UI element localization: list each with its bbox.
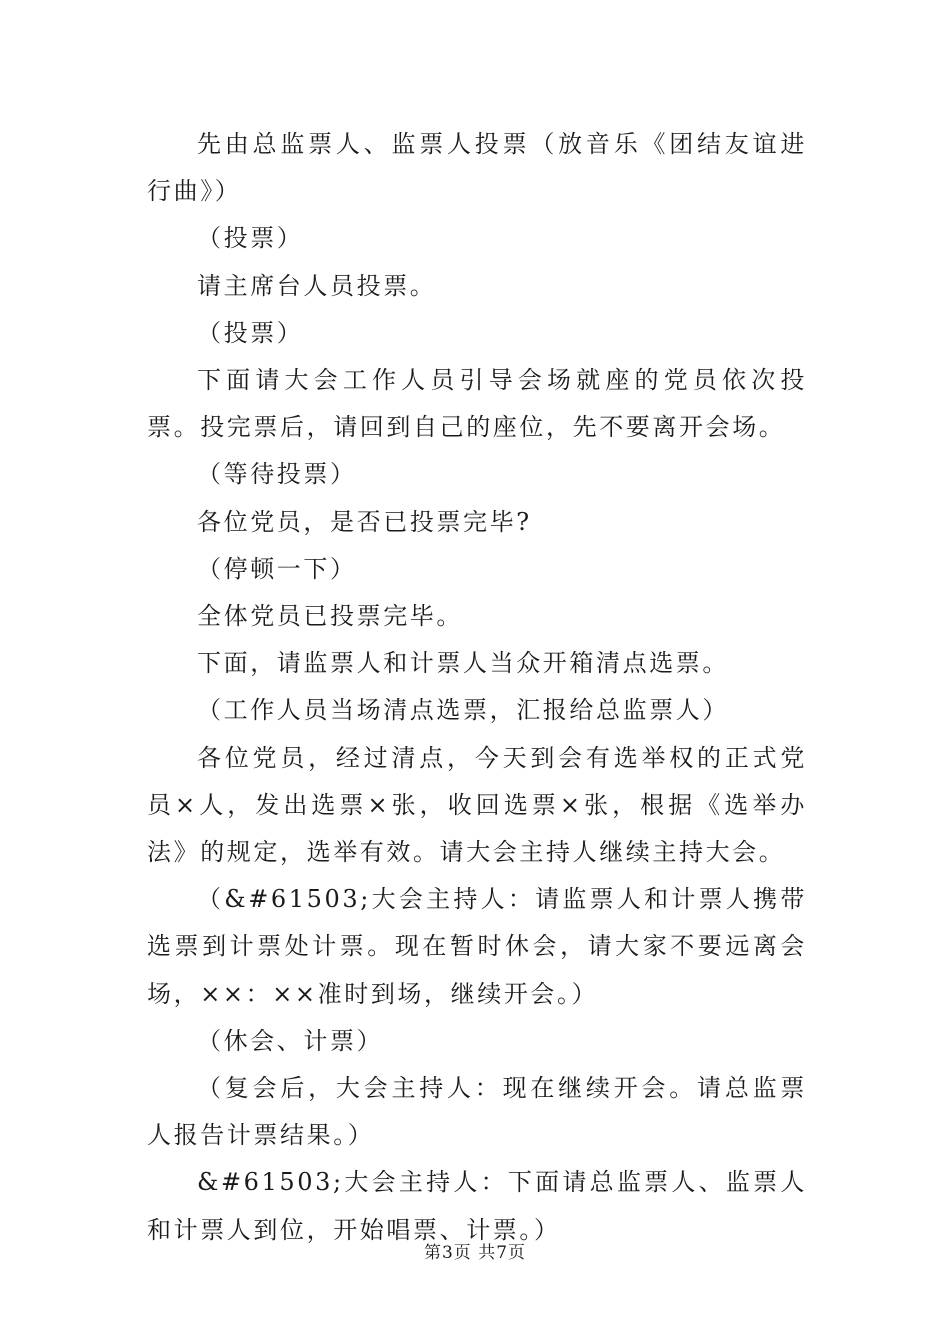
paragraph-note-voting-2: （投票） — [197, 318, 304, 347]
paragraph-note-waiting: （等待投票） — [197, 460, 357, 489]
paragraph-members-vote: 下面请大会工作人员引导会场就座的党员依次投票。投完票后，请回到自己的座位，先不要离开会场。 — [147, 366, 807, 442]
paragraph-note-pause: （停顿一下） — [197, 554, 357, 583]
paragraph-note-voting-1: （投票） — [197, 224, 304, 253]
paragraph-presidium-vote: 请主席台人员投票。 — [197, 271, 437, 300]
paragraph-note-recess: （休会、计票） — [197, 1026, 384, 1055]
paragraph-host-recess: （&#61503;大会主持人：请监票人和计票人携带选票到计票处计票。现在暂时休会，请大家不要远离会场，××：××准时到场，继续开会。） — [147, 885, 807, 1008]
page-number-footer: 第3页 共7页 — [423, 1243, 527, 1263]
paragraph-count-report: 各位党员，经过清点，今天到会有选举权的正式党员×人，发出选票×张，收回选票×张，根据《选举办法》的规定，选举有效。请大会主持人继续主持大会。 — [147, 743, 807, 867]
paragraph-vote-complete-question: 各位党员，是否已投票完毕? — [197, 507, 532, 536]
paragraph-resume-meeting: （复会后，大会主持人：现在继续开会。请总监票人报告计票结果。） — [147, 1074, 807, 1150]
paragraph-voting-order: 先由总监票人、监票人投票（放音乐《团结友谊进行曲》） — [147, 130, 807, 206]
paragraph-open-ballot-box: 下面，请监票人和计票人当众开箱清点选票。 — [197, 649, 729, 678]
paragraph-vote-complete: 全体党员已投票完毕。 — [197, 602, 463, 631]
paragraph-note-counting: （工作人员当场清点选票，汇报给总监票人） — [197, 696, 729, 725]
document-body — [147, 121, 807, 1254]
paragraph-host-tally: &#61503;大会主持人：下面请总监票人、监票人和计票人到位，开始唱票、计票。） — [147, 1168, 807, 1244]
